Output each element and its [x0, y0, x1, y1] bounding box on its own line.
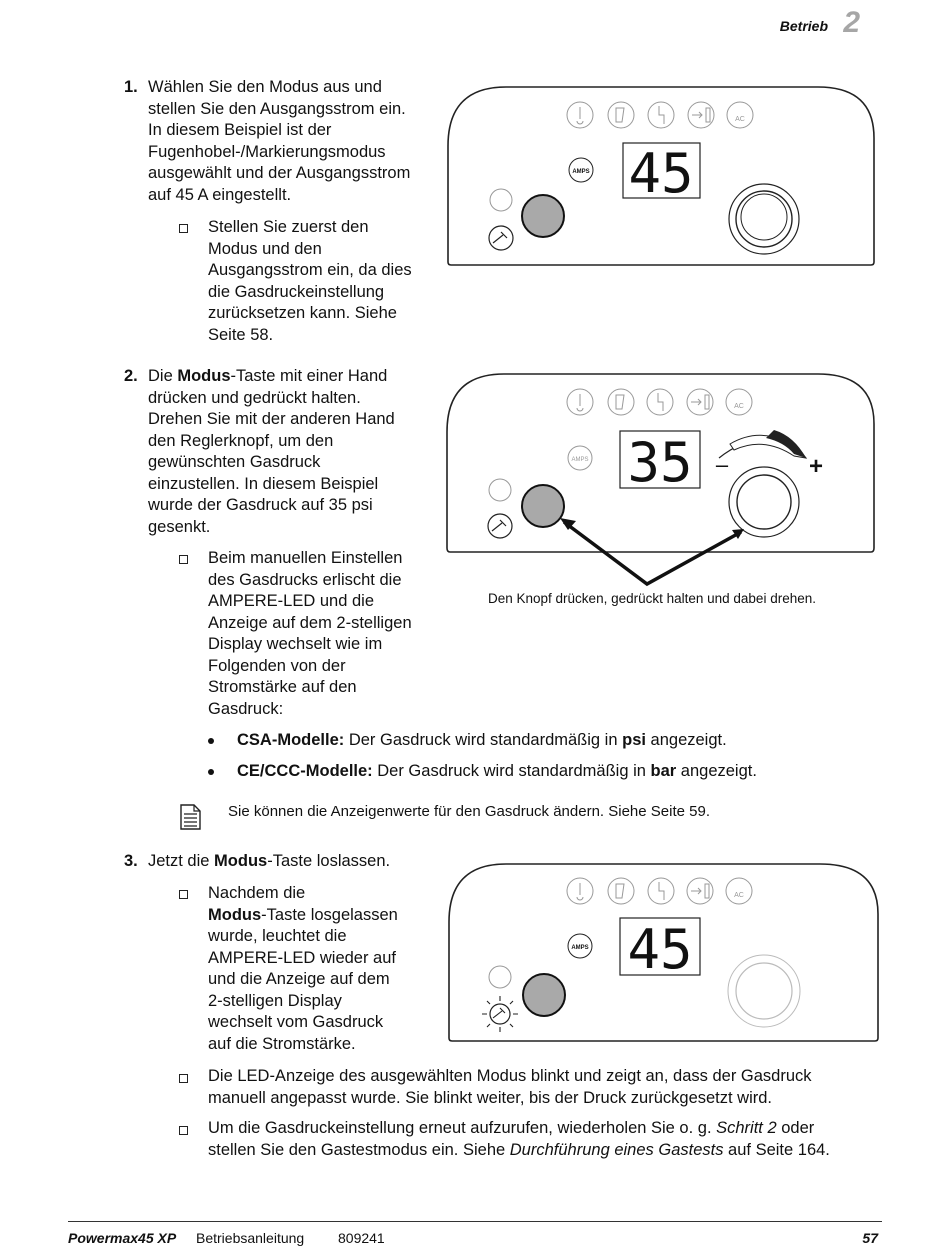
checkbox-bullet-icon	[179, 890, 188, 899]
footer-product: Powermax45 XP	[68, 1230, 177, 1246]
note-line: Stellen Sie zuerst den	[208, 218, 369, 236]
step-2-note	[208, 548, 448, 720]
bullet-dot-icon	[208, 769, 214, 775]
mode-button	[522, 485, 564, 527]
sub-line: Modus-Taste losgelassen	[208, 905, 398, 924]
step-2-text	[148, 366, 448, 538]
sub-line: Die LED-Anzeige des ausgewählten Modus blinkt und zeigt an, dass der Gasdruck	[208, 1067, 812, 1085]
adjustment-knob	[736, 191, 792, 247]
svg-text:AC: AC	[734, 892, 744, 899]
sub-line: und die Anzeige auf dem	[208, 970, 390, 988]
note-line: AMPERE-LED und die	[208, 592, 374, 610]
display-value: 45	[628, 142, 694, 205]
step-2-line: Die Modus-Taste mit einer Hand	[148, 367, 388, 385]
svg-text:AMPS: AMPS	[571, 945, 589, 951]
checkbox-bullet-icon	[179, 1074, 188, 1083]
note-icon	[180, 804, 202, 830]
sub-line: auf die Stromstärke.	[208, 1034, 356, 1053]
checkbox-bullet-icon	[179, 555, 188, 564]
svg-text:AMPS: AMPS	[572, 169, 590, 175]
mode-button	[523, 974, 565, 1016]
bullet-ce-ccc: CE/CCC-Modelle: Der Gasdruck wird standardmäßig in bar angezeigt.	[237, 762, 757, 780]
sub-line: wurde, leuchtet die	[208, 927, 347, 945]
step-1-line: auf 45 A eingestellt.	[148, 185, 292, 204]
display-value: 45	[627, 918, 693, 981]
illustration-caption: Den Knopf drücken, gedrückt halten und dabei drehen.	[488, 591, 816, 606]
footer-divider	[68, 1221, 882, 1222]
note-line: Ausgangsstrom ein, da dies	[208, 261, 412, 279]
section-title: Betrieb	[779, 18, 828, 34]
sub-line: manuell angepasst wurde. Sie blinkt weiter, bis der Druck zurückgesetzt wird.	[208, 1088, 773, 1107]
svg-text:AMPS: AMPS	[571, 457, 589, 463]
note-line: des Gasdrucks erlischt die	[208, 570, 402, 589]
control-panel-illustration-3	[446, 862, 882, 1044]
sub-line: stellen Sie den Gastestmodus ein. Siehe Durchführung eines Gastests auf Seite 164.	[208, 1140, 830, 1159]
step-2-line: gewünschten Gasdruck	[148, 453, 321, 471]
step-1-line: stellen Sie den Ausgangsstrom ein.	[148, 99, 406, 118]
page-number: 57	[862, 1230, 878, 1246]
mode-button	[522, 195, 564, 237]
step-2-line: den Reglerknopf, um den	[148, 431, 334, 450]
sub-line: AMPERE-LED wieder auf	[208, 948, 396, 967]
note-line: Stromstärke auf den	[208, 678, 357, 696]
control-panel-illustration-1	[446, 86, 878, 268]
step-3-sub-3	[208, 1118, 898, 1161]
adjustment-knob	[737, 475, 791, 529]
checkbox-bullet-icon	[179, 1126, 188, 1135]
sub-line: wechselt vom Gasdruck	[208, 1013, 384, 1031]
step-3-number: 3.	[124, 852, 138, 870]
minus-sign: –	[715, 452, 729, 477]
note-line: Modus und den	[208, 239, 322, 258]
note-text: Sie können die Anzeigenwerte für den Gasdruck ändern. Siehe Seite 59.	[228, 803, 710, 820]
sub-line: Nachdem die	[208, 884, 306, 902]
chapter-number: 2	[843, 6, 860, 39]
footer-manual: Betriebsanleitung	[196, 1230, 305, 1246]
step-3-text: Jetzt die Modus-Taste loslassen.	[148, 852, 391, 870]
note-line: die Gasdruckeinstellung	[208, 282, 385, 301]
step-1-line: In diesem Beispiel ist der	[148, 121, 332, 139]
checkbox-bullet-icon	[179, 224, 188, 233]
gouge-mode-led-icon	[489, 226, 513, 250]
display-value: 35	[627, 431, 693, 494]
blinking-mode-led-icon	[490, 1004, 510, 1024]
note-line: Folgenden von der	[208, 656, 346, 675]
step-2-line: Drehen Sie mit der anderen Hand	[148, 410, 395, 428]
svg-text:AC: AC	[735, 116, 745, 123]
cut-mode-led-icon	[490, 189, 512, 211]
bullet-csa: CSA-Modelle: Der Gasdruck wird standardmäßig in psi angezeigt.	[237, 731, 727, 749]
step-2-line: drücken und gedrückt halten.	[148, 388, 361, 407]
step-2-line: gesenkt.	[148, 517, 211, 536]
note-line: Beim manuellen Einstellen	[208, 549, 403, 567]
bullet-dot-icon	[208, 738, 214, 744]
svg-text:AC: AC	[734, 403, 744, 410]
step-2-line: einzustellen. In diesem Beispiel	[148, 474, 379, 493]
footer-doc-number: 809241	[338, 1230, 385, 1246]
note-line: Gasdruck:	[208, 699, 284, 718]
step-3-sub-2	[208, 1066, 888, 1109]
step-1-line: Fugenhobel-/Markierungsmodus	[148, 142, 386, 161]
step-1-line: ausgewählt und der Ausgangsstrom	[148, 164, 411, 182]
step-3-sub-1	[208, 883, 443, 1055]
note-line: Seite 58.	[208, 325, 274, 344]
sub-line: 2-stelligen Display	[208, 991, 342, 1010]
step-1-text	[148, 77, 448, 206]
sub-line: Um die Gasdruckeinstellung erneut aufzurufen, wiederholen Sie o. g. Schritt 2 oder	[208, 1119, 815, 1137]
adjustment-knob-faded	[736, 963, 792, 1019]
control-panel-illustration-2	[444, 372, 878, 587]
step-2-number: 2.	[124, 367, 138, 385]
note-line: Display wechselt wie im	[208, 635, 383, 653]
step-1-note	[208, 217, 448, 346]
step-1-number: 1.	[124, 78, 138, 96]
note-line: zurücksetzen kann. Siehe	[208, 304, 397, 322]
step-2-line: wurde der Gasdruck auf 35 psi	[148, 496, 373, 514]
step-1-line: Wählen Sie den Modus aus und	[148, 78, 382, 96]
note-line: Anzeige auf dem 2-stelligen	[208, 613, 412, 632]
plus-sign: +	[808, 453, 824, 480]
